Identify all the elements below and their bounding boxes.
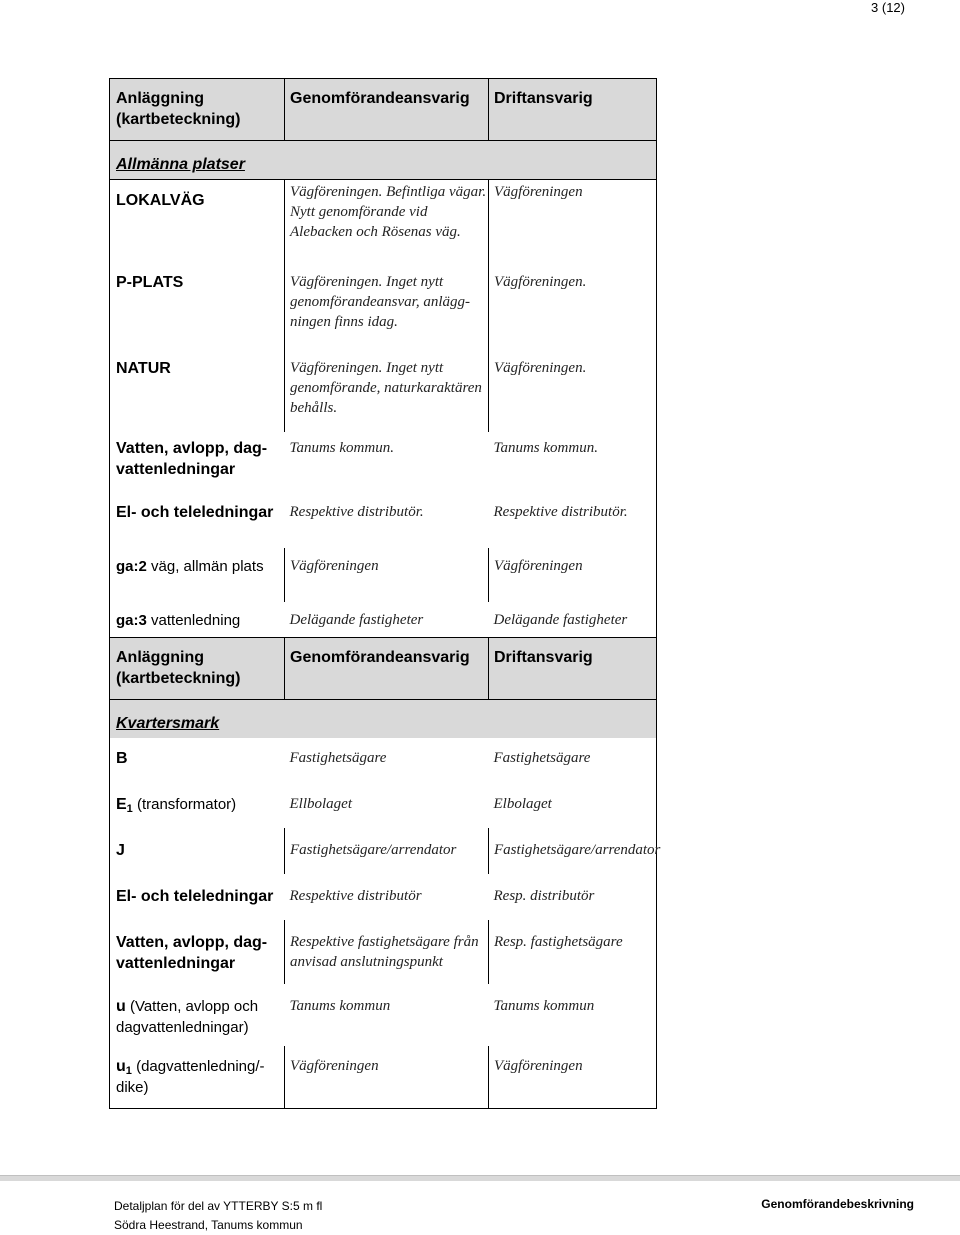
table-header	[110, 79, 657, 141]
cell-anlaggning: ga:3 vattenledning	[110, 602, 285, 656]
header-driftansvarig: Driftansvarig	[489, 638, 657, 700]
cell-drift: Vägföreningen	[489, 1046, 657, 1109]
header-genomforandeansvarig: Genomförandeansvarig	[285, 638, 489, 700]
cell-anlaggning: LOKALVÄG	[110, 180, 285, 265]
cell-drift: Vägföreningen	[489, 548, 657, 602]
cell-drift: Fastighetsägare	[489, 738, 657, 782]
table-row	[110, 264, 657, 350]
cell-anlaggning: J	[110, 828, 285, 874]
cell-genomforande: Respektive distributör	[289, 888, 422, 904]
cell-drift: Vägföreningen.	[489, 264, 657, 350]
section-row	[110, 141, 657, 180]
footer-location: Södra Heestrand, Tanums kommun	[114, 1218, 303, 1232]
cell-genomforande: Vägföreningen	[285, 548, 489, 602]
header-genomforandeansvarig: Genomförandeansvarig	[285, 79, 489, 141]
cell-anlaggning: $E_1$ (transformator)	[110, 782, 285, 828]
cell-anlaggning: $u_1$ (dagvattenledning/- dike)	[110, 1046, 285, 1109]
cell-genomforande: Vägföreningen	[285, 1046, 489, 1109]
cell-anlaggning: u (Vatten, avlopp och dagvattenledningar)	[110, 984, 285, 1046]
table-row	[110, 738, 657, 782]
table-row	[110, 548, 657, 602]
cell-drift: Delägande fastigheter	[489, 602, 657, 656]
table-row	[110, 180, 657, 265]
cell-anlaggning: ga:2 väg, allmän plats	[110, 548, 285, 602]
footer-left	[114, 1197, 322, 1235]
cell-genomforande: Ellbolaget	[289, 796, 352, 812]
table-row	[110, 828, 657, 874]
table-row	[110, 1046, 657, 1109]
cell-anlaggning: Vatten, avlopp, dag- vattenledningar	[110, 920, 285, 984]
kvartersmark-table	[109, 637, 661, 1109]
cell-drift: Vägföreningen	[489, 180, 657, 265]
cell-drift: Fastighetsägare/arrendator	[489, 828, 657, 874]
cell-genomforande: Vägföreningen. Inget nytt genomförandeansvar, anlägg- ningen finns idag.	[285, 264, 489, 350]
cell-genomforande: Fastighetsägare	[289, 750, 387, 766]
table-row	[110, 782, 657, 828]
allmanna-platser-table	[109, 78, 657, 656]
cell-drift: Resp. fastighetsägare	[489, 920, 657, 984]
cell-genomforande: Vägföreningen. Inget nytt genomförande, naturkaraktären behålls.	[285, 350, 489, 432]
section-title-allmanna-platser: Allmänna platser	[110, 141, 657, 180]
cell-genomforande: Delägande fastigheter	[289, 612, 424, 628]
section-row	[110, 700, 657, 739]
cell-drift: Tanums kommun	[489, 984, 657, 1046]
header-driftansvarig: Driftansvarig	[489, 79, 657, 141]
section-title-kvartersmark: Kvartersmark	[110, 700, 657, 739]
page-number: 3 (12)	[871, 0, 905, 15]
table-header	[110, 638, 657, 700]
footer-document-type: Genomförandebeskrivning	[761, 1197, 914, 1211]
footer-plan-title: Detaljplan för del av YTTERBY S:5 m fl	[114, 1199, 323, 1213]
cell-anlaggning: NATUR	[110, 350, 285, 432]
table-row	[110, 874, 657, 920]
table-row	[110, 984, 657, 1046]
header-anlaggning: Anläggning (kartbeteckning)	[110, 638, 285, 700]
cell-anlaggning: El- och teleledningar	[110, 874, 285, 920]
cell-drift: Vägföreningen.	[489, 350, 657, 432]
cell-anlaggning: El- och teleledningar	[110, 496, 285, 548]
cell-anlaggning: P-PLATS	[110, 264, 285, 350]
cell-drift: Resp. distributör	[489, 874, 657, 920]
cell-genomforande: Respektive fastighetsägare från anvisad anslutningspunkt	[285, 920, 489, 984]
cell-genomforande: Respektive distributör.	[289, 504, 424, 520]
cell-drift: Tanums kommun.	[489, 432, 657, 496]
table-row	[110, 920, 657, 984]
footer-divider	[0, 1175, 960, 1181]
cell-anlaggning: B	[110, 738, 285, 782]
cell-genomforande: Fastighetsägare/arrendator	[285, 828, 489, 874]
table-row	[110, 432, 657, 496]
table-row	[110, 350, 657, 432]
table-row	[110, 496, 657, 548]
cell-drift: Respektive distributör.	[489, 496, 657, 548]
header-anlaggning: Anläggning (kartbeteckning)	[110, 79, 285, 141]
cell-genomforande: Tanums kommun.	[289, 440, 394, 456]
cell-genomforande: Vägföreningen. Befintliga vägar. Nytt genomförande vid Alebacken och Rösenas väg.	[285, 180, 489, 265]
cell-anlaggning: Vatten, avlopp, dag- vattenledningar	[110, 432, 285, 496]
cell-drift: Elbolaget	[489, 782, 657, 828]
cell-genomforande: Tanums kommun	[289, 998, 391, 1014]
